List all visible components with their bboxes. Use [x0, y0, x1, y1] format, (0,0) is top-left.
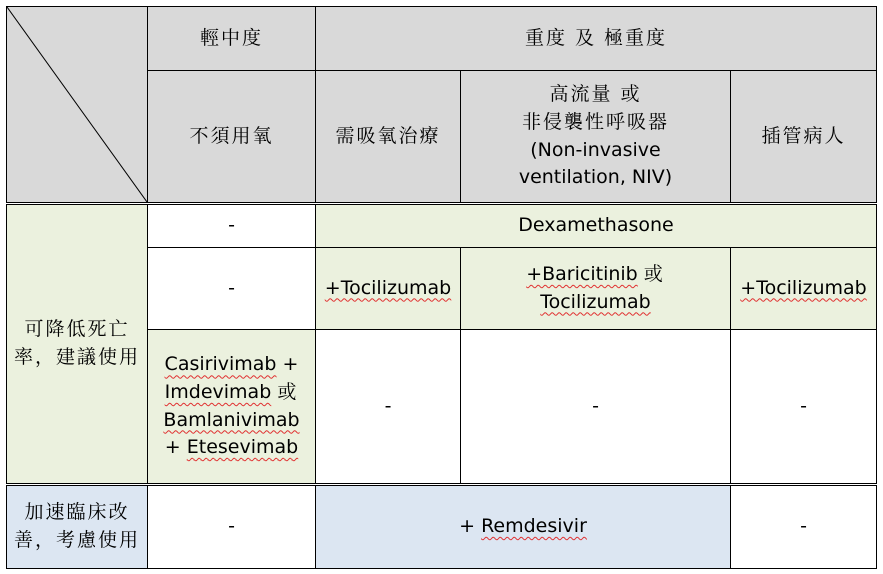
r3-or-text: 或: [277, 380, 299, 403]
etesevimab-text: Etesevimab: [186, 436, 299, 459]
r4-remdesivir-cell: [316, 485, 731, 569]
casirivimab-text: Casirivimab: [164, 353, 277, 376]
header-need-oxygen: 需吸氧治療: [316, 71, 461, 204]
r3-hfnc-cell: -: [461, 330, 731, 485]
r1-dexamethasone-cell: Dexamethasone: [316, 204, 877, 248]
r3-plus-2: +: [164, 436, 181, 459]
r3-need-oxygen-cell: -: [316, 330, 461, 485]
remdesivir-text: Remdesivir: [481, 515, 587, 538]
header-hfnc-line4: ventilation, NIV): [518, 166, 673, 189]
r3-mild-cell: [148, 330, 316, 485]
r2-tocilizumab-text: +Tocilizumab: [324, 276, 452, 299]
r4-mild-cell: -: [148, 485, 316, 569]
r2-need-oxygen-cell: [316, 248, 461, 330]
bamlanivimab-text: Bamlanivimab: [163, 408, 300, 431]
header-hfnc-niv: [461, 71, 731, 204]
imdevimab-text: Imdevimab: [164, 380, 272, 403]
r3-intubated-cell: -: [731, 330, 877, 485]
r4-plus: +: [459, 515, 476, 538]
mortality-label-line2: 率，建議使用: [13, 346, 140, 368]
r2-or-text: 或: [643, 262, 665, 285]
recovery-label-line2: 善，考慮使用: [13, 529, 140, 551]
r2-tocilizumab-alt-text: Tocilizumab: [540, 290, 651, 313]
header-hfnc-line2: 非侵襲性呼吸器: [521, 110, 669, 133]
diagonal-line: [7, 7, 147, 202]
r2-hfnc-cell: [461, 248, 731, 330]
diagonal-corner-cell: [7, 7, 148, 204]
r1-mild-cell: -: [148, 204, 316, 248]
r4-intubated-cell: -: [731, 485, 877, 569]
header-mild: 輕中度: [148, 7, 316, 71]
header-no-oxygen: 不須用氧: [148, 71, 316, 204]
mortality-label-line1: 可降低死亡: [24, 318, 130, 341]
header-severe: 重度 及 極重度: [316, 7, 877, 71]
header-hfnc-line1: 高流量 或: [549, 83, 642, 106]
header-hfnc-line3: (Non-invasive: [530, 138, 661, 161]
recovery-label-line1: 加速臨床改: [24, 501, 130, 524]
r2-intubated-cell: [731, 248, 877, 330]
r2-baricitinib-text: +Baricitinib: [526, 262, 638, 285]
treatment-table: [6, 6, 877, 569]
recovery-label: [7, 485, 148, 569]
r2-intubated-tocilizumab-text: +Tocilizumab: [740, 276, 867, 299]
header-intubated: 插管病人: [731, 71, 877, 204]
r2-mild-cell: -: [148, 248, 316, 330]
r3-plus-1: +: [282, 353, 299, 376]
mortality-label: [7, 204, 148, 485]
